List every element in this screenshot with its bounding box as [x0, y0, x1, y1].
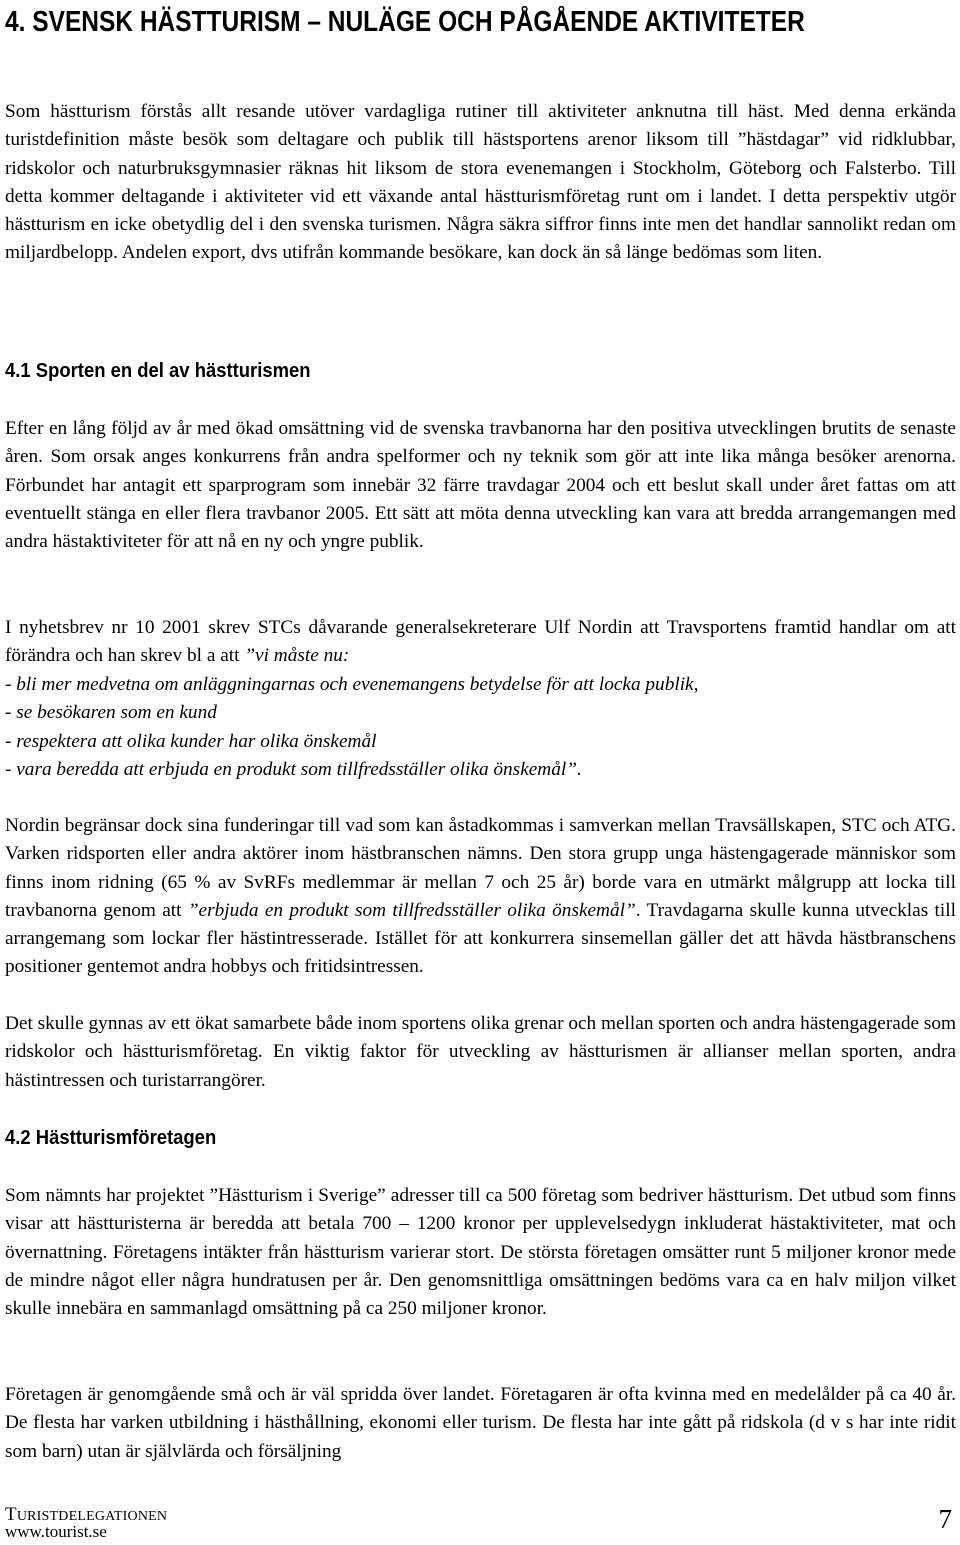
section-4-1-paragraph-4: Det skulle gynnas av ett ökat samarbete både inom sportens olika grenar och mellan sporten och andra hästengagerade som ridskolor och hästturismföretag. En viktig faktor för utveckling av hästturismen är allianser mellan sporten, andra hästintressen och turistarrangörer.: [5, 1013, 956, 1091]
footer-url: www.tourist.se: [5, 1522, 107, 1541]
footer-organization: TURISTDELEGATIONEN: [5, 1504, 168, 1525]
quote-list-item: - respektera att olika kunder har olika önskemål: [5, 731, 377, 752]
section-4-1-paragraph-1: Efter en lång följd av år med ökad omsättning vid de svenska travbanorna har den positiva utvecklingen brutits de senaste åren. Som orsak anges konkurrens från andra spelformer och ny teknik som gör att inte lika många besöker arenorna. Förbundet har antagit ett sparprogram som innebär 32 färre travdagar 2004 och ett beslut skall under året fattas om att eventuellt stänga en eller flera travbanor 2005. Ett sätt att möta denna utveckling kan vara att bredda arrangemangen med andra hästaktiviteter för att nå en ny och yngre publik.: [5, 418, 956, 553]
quote-list-item: - se besökaren som en kund: [5, 702, 217, 723]
section-4-1-paragraph-3: [5, 812, 956, 982]
section-4-2-title: 4.2 Hästturismföretagen: [5, 1126, 217, 1149]
intro-paragraph: Som hästturism förstås allt resande utöver vardagliga rutiner till aktiviteter anknutna till häst. Med denna erkända turistdefinition måste besök som deltagare och publik till hästsportens arenor liksom till ”hästdagar” vid ridklubbar, ridskolor och naturbruksgymnasier räknas hit liksom de stora evenemangen i Stockholm, Göteborg och Falsterbo. Till detta kommer deltagande i aktiviteter vid ett växande antal hästturismföretag runt om i landet. I detta perspektiv utgör hästturism en icke obetydlig del i den svenska turismen. Några säkra siffror finns inte men det handlar sannolikt redan om miljardbelopp. Andelen export, dvs utifrån kommande besökare, kan dock än så länge bedömas som liten.: [5, 101, 956, 264]
paragraph-2-text: I nyhetsbrev nr 10 2001 skrev STCs dåvarande generalsekreterare Ulf Nordin att Travsportens framtid handlar om att förändra och han skrev bl a att: [5, 617, 956, 667]
paragraph-3-text-a: Nordin begränsar dock sina funderingar till vad som kan åstadkommas i samverkan mellan Travsällskapen, STC och ATG. Varken ridsporten eller andra aktörer inom hästbranschen nämns. Den stora grupp unga hästengagerade människor som finns inom ridning (65 % av SvRFs medlemmar är mellan 7 och 25 år) borde vara en utmärkt målgrupp att locka till travbanorna genom att: [5, 815, 956, 921]
paragraph-3-text-b: . Travdagarna skulle kunna utvecklas till arrangemang som lockar fler hästintresserade. Istället för att konkurrera sinsemellan gäller det att hävda hästbranschens positioner gentemot andra hobbys och fritidsintressen.: [5, 899, 956, 978]
page-number: 7: [938, 1504, 952, 1534]
page-heading: 4. SVENSK HÄSTTURISM – NULÄGE OCH PÅGÅENDE AKTIVITETER: [5, 6, 805, 38]
paragraph-3-quote: ”erbjuda en produkt som tillfredsställer olika önskemål”: [187, 899, 636, 921]
section-4-1-paragraph-2: [5, 614, 956, 671]
section-4-1-title: 4.1 Sporten en del av hästturismen: [5, 359, 311, 382]
section-4-2-paragraph-2: Företagen är genomgående små och är väl spridda över landet. Företagaren är ofta kvinna med en medelålder på ca 40 år. De flesta har varken utbildning i hästhållning, ekonomi eller turism. De flesta har inte gått på ridskola (d v s har inte ridit som barn) utan är självlärda och försäljning: [5, 1384, 956, 1462]
quote-list-item: - vara beredda att erbjuda en produkt som tillfredsställer olika önskemål”.: [5, 759, 582, 780]
section-4-2-paragraph-1: Som nämnts har projektet ”Hästturism i Sverige” adresser till ca 500 företag som bedriver hästturism. Det utbud som finns visar att hästturisterna är beredda att betala 700 – 1200 kronor per upplevelsedygn inkluderat hästaktiviteter, mat och övernattning. Företagens intäkter från hästturism varierar stort. De största företagen omsätter runt 5 miljoner kronor mede de mindre något eller några hundratusen per år. Den genomsnittliga omsättningen bedöms vara ca en halv miljon vilket skulle innebära en sammanlagd omsättning på ca 250 miljoner kronor.: [5, 1185, 956, 1320]
quote-list-item: - bli mer medvetna om anläggningarnas och evenemangens betydelse för att locka publik,: [5, 674, 699, 695]
paragraph-2-quote: ”vi måste nu:: [244, 645, 350, 667]
